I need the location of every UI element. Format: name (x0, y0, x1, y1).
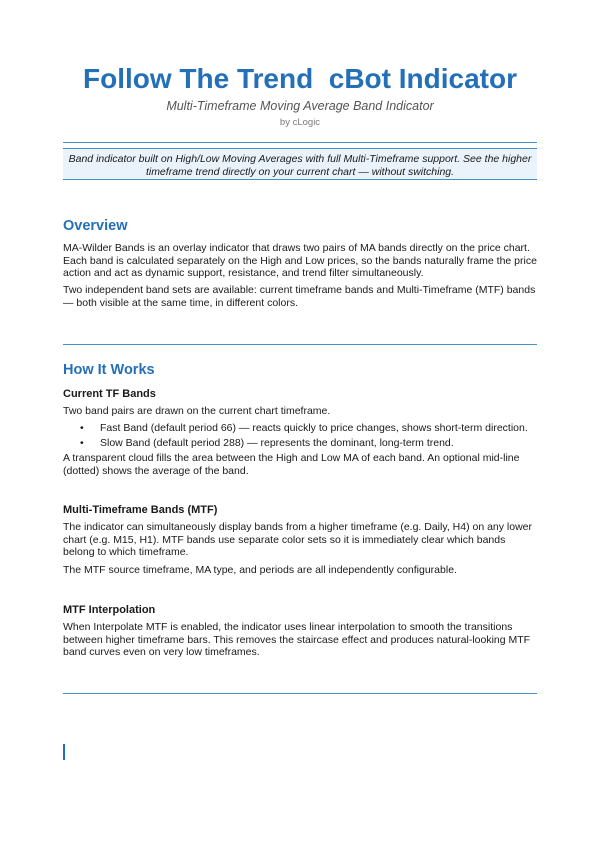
how-it-works-heading: How It Works (63, 362, 155, 378)
current-tf-heading: Current TF Bands (63, 388, 156, 400)
mtf-paragraph-2: The MTF source timeframe, MA type, and periods are all independently configurable. (63, 564, 457, 576)
interpolation-paragraph: When Interpolate MTF is enabled, the indicator uses linear interpolation to smooth the transitions between higher timeframe bars. This removes the staircase effect and produces natural-looking MTF band curves even on very low timeframes. (63, 621, 531, 659)
bullet-text: Fast Band (default period 66) — reacts quickly to price changes, shows short-term direction. (100, 422, 528, 434)
bullet-text: Slow Band (default period 288) — represents the dominant, long-term trend. (100, 437, 454, 449)
interpolation-heading: MTF Interpolation (63, 604, 156, 616)
section-divider (63, 693, 537, 694)
overview-heading: Overview (63, 218, 128, 234)
author-byline: by cLogic (279, 117, 321, 128)
document-subtitle: Multi-Timeframe Moving Average Band Indicator (166, 99, 434, 113)
current-tf-outro: A transparent cloud fills the area between the High and Low MA of each band. An optional mid-line (dotted) shows the average of the band. (63, 452, 520, 477)
document-title: Follow The Trend cBot Indicator (82, 63, 517, 94)
section-divider (63, 344, 537, 345)
overview-paragraph-2: Two independent band sets are available: current timeframe bands and Multi-Timeframe (MTF) bands — both visible at the same time, in different colors. (63, 284, 536, 309)
mtf-heading: Multi-Timeframe Bands (MTF) (63, 504, 218, 516)
bullet-icon: • (80, 437, 84, 449)
summary-callout-text: Band indicator built on High/Low Moving Averages with full Multi-Timeframe support. See the higher timeframe trend directly on your current chart — without switching. (68, 153, 532, 178)
header-divider (63, 142, 537, 143)
current-tf-intro: Two band pairs are drawn on the current chart timeframe. (63, 405, 331, 417)
text-cursor[interactable] (63, 744, 65, 760)
overview-paragraph-1: MA-Wilder Bands is an overlay indicator that draws two pairs of MA bands directly on the price chart. Each band is calculated separately on the High and Low prices, so the bands naturally frame the price action and act as dynamic support, resistance, and trend filter simultaneously. (63, 242, 537, 280)
mtf-paragraph-1: The indicator can simultaneously display bands from a higher timeframe (e.g. Daily, H4) on any lower chart (e.g. M15, H1). MTF bands use separate color sets so it is immediately clear which bands belong to which timeframe. (63, 521, 533, 559)
bullet-icon: • (80, 422, 84, 434)
